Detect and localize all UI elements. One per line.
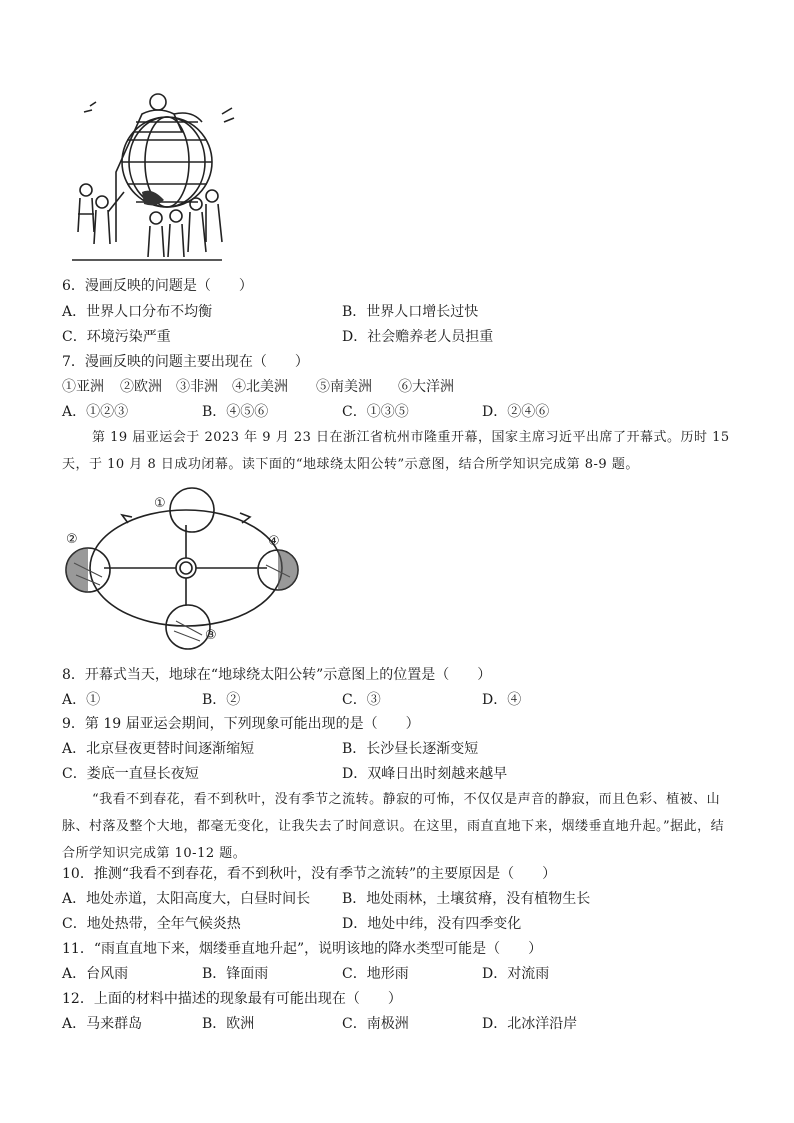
q6-option-c[interactable]: C．环境污染严重 — [62, 329, 171, 345]
q9-option-d[interactable]: D．双峰日出时刻越来越早 — [342, 766, 508, 782]
q12-option-d[interactable]: D．北冰洋沿岸 — [482, 1016, 578, 1032]
orbit-diagram — [62, 485, 312, 650]
q7-option-b[interactable]: B．④⑤⑥ — [202, 404, 269, 420]
continent-item: ①亚洲 — [62, 379, 104, 395]
continent-item: ④北美洲 — [232, 379, 288, 395]
question-11-stem: 11．“雨直直地下来，烟缕垂直地升起”，说明该地的降水类型可能是（ ） — [62, 941, 543, 957]
orbit-mark-2: ② — [66, 532, 78, 547]
q12-option-c[interactable]: C．南极洲 — [342, 1016, 409, 1032]
q8-option-a[interactable]: A．① — [62, 692, 101, 708]
q8-option-b[interactable]: B．② — [202, 692, 241, 708]
orbit-mark-4: ④ — [268, 534, 280, 549]
question-10-stem: 10．推测“我看不到春花，看不到秋叶，没有季节之流转”的主要原因是（ ） — [62, 866, 557, 882]
q6-option-d[interactable]: D．社会赡养老人员担重 — [342, 329, 494, 345]
q9-option-b[interactable]: B．长沙昼长逐渐变短 — [342, 741, 479, 757]
q7-option-c[interactable]: C．①③⑤ — [342, 404, 409, 420]
q8-option-c[interactable]: C．③ — [342, 692, 381, 708]
q10-option-a[interactable]: A．地处赤道，太阳高度大，白昼时间长 — [62, 891, 311, 907]
question-12-stem: 12．上面的材料中描述的现象最有可能出现在（ ） — [62, 991, 402, 1007]
orbit-mark-3: ③ — [205, 628, 217, 643]
question-8-stem: 8．开幕式当天，地球在“地球绕太阳公转”示意图上的位置是（ ） — [62, 667, 492, 683]
orbit-mark-1: ① — [154, 496, 166, 511]
q11-option-a[interactable]: A．台风雨 — [62, 966, 129, 982]
q6-option-b[interactable]: B．世界人口增长过快 — [342, 304, 479, 320]
q12-option-b[interactable]: B．欧洲 — [202, 1016, 255, 1032]
q9-option-a[interactable]: A．北京昼夜更替时间逐渐缩短 — [62, 741, 255, 757]
q7-option-d[interactable]: D．②④⑥ — [482, 404, 550, 420]
question-9-stem: 9．第 19 届亚运会期间，下列现象可能出现的是（ ） — [62, 716, 420, 732]
continent-item: ⑥大洋洲 — [398, 379, 454, 395]
q11-option-b[interactable]: B．锋面雨 — [202, 966, 269, 982]
continent-item: ②欧洲 — [120, 379, 162, 395]
q11-option-c[interactable]: C．地形雨 — [342, 966, 409, 982]
question-7-stem: 7．漫画反映的问题主要出现在（ ） — [62, 354, 309, 370]
q9-option-c[interactable]: C．娄底一直昼长夜短 — [62, 766, 199, 782]
q10-option-c[interactable]: C．地处热带，全年气候炎热 — [62, 916, 241, 932]
continent-item: ③非洲 — [176, 379, 218, 395]
cartoon-illustration — [72, 92, 242, 272]
passage-rainforest: “我看不到春花，看不到秋叶，没有季节之流转。静寂的可怖，不仅仅是声音的静寂，而且色彩、植被、山脉、村落及整个大地，都毫无变化，让我失去了时间意识。在这里，雨直直地下来，烟缕垂直地升起。”据此，结合所学知识完成第 10-12 题。 — [62, 792, 725, 861]
q11-option-d[interactable]: D．对流雨 — [482, 966, 550, 982]
passage-asian-games: 第 19 届亚运会于 2023 年 9 月 23 日在浙江省杭州市隆重开幕，国家主席习近平出席了开幕式。历时 15 天，于 10 月 8 日成功闭幕。读下面的“地球绕太阳公转”示意图，结合所学知识完成第 8-9 题。 — [62, 430, 730, 472]
q10-option-d[interactable]: D．地处中纬，没有四季变化 — [342, 916, 522, 932]
q12-option-a[interactable]: A．马来群岛 — [62, 1016, 143, 1032]
continent-item: ⑤南美洲 — [316, 379, 372, 395]
q7-option-a[interactable]: A．①②③ — [62, 404, 129, 420]
q6-option-a[interactable]: A．世界人口分布不均衡 — [62, 304, 213, 320]
q10-option-b[interactable]: B．地处雨林，土壤贫瘠，没有植物生长 — [342, 891, 591, 907]
question-6-stem: 6．漫画反映的问题是（ ） — [62, 278, 253, 294]
q8-option-d[interactable]: D．④ — [482, 692, 522, 708]
